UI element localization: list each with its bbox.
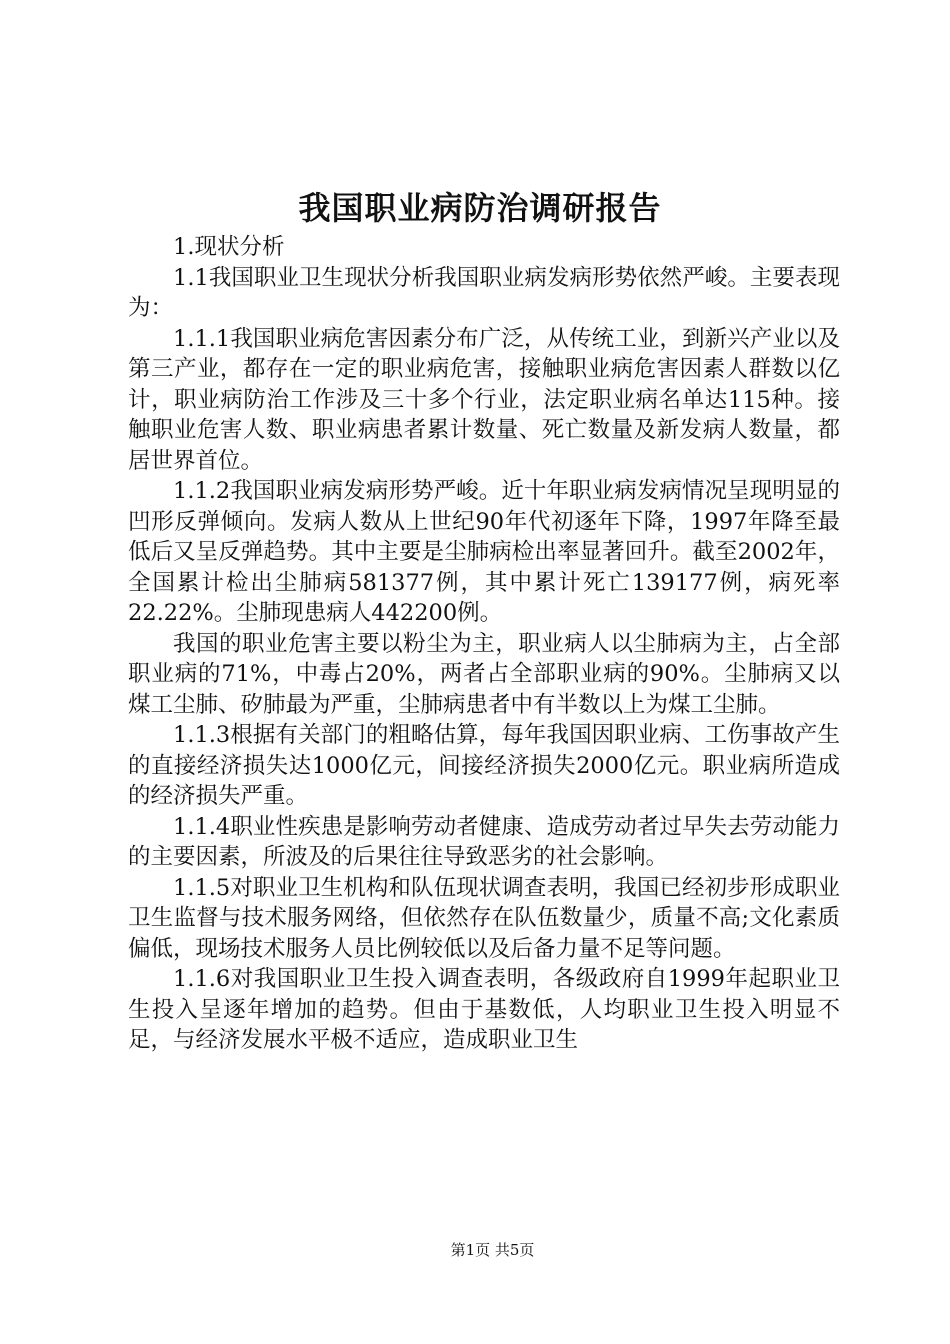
paragraph-3: 1.1.1我国职业病危害因素分布广泛，从传统工业，到新兴产业以及第三产业，都存在一定的职业病危害，接触职业病危害因素人群数以亿计，职业病防治工作涉及三十多个行业，法定职业病名单达115种。接触职业危害人数、职业病患者累计数量、死亡数量及新发病人数量，都居世界首位。: [128, 325, 840, 474]
paragraph-1: 1.现状分析: [173, 234, 285, 260]
document-body: [128, 232, 840, 1056]
paragraph-4: 1.1.2我国职业病发病形势严峻。近十年职业病发病情况呈现明显的凹形反弹倾向。发病人数从上世纪90年代初逐年下降，1997年降至最低后又呈反弹趋势。其中主要是尘肺病检出率显著回升。截至2002年，全国累计检出尘肺病581377例，其中累计死亡139177例，病死率22.22%。尘肺现患病人442200例。: [128, 478, 840, 626]
paragraph-8: 1.1.5对职业卫生机构和队伍现状调查表明，我国已经初步形成职业卫生监督与技术服务网络，但依然存在队伍数量少，质量不高;文化素质偏低，现场技术服务人员比例较低以及后备力量不足等问题。: [128, 874, 840, 962]
paragraph-7: 1.1.4职业性疾患是影响劳动者健康、造成劳动者过早失去劳动能力的主要因素，所波及的后果往往导致恶劣的社会影响。: [128, 813, 840, 870]
paragraph-9: 1.1.6对我国职业卫生投入调查表明，各级政府自1999年起职业卫生投入呈逐年增加的趋势。但由于基数低，人均职业卫生投入明显不足，与经济发展水平极不适应，造成职业卫生: [128, 966, 840, 1053]
paragraph-6: 1.1.3根据有关部门的粗略估算，每年我国因职业病、工伤事故产生的直接经济损失达1000亿元，间接经济损失2000亿元。职业病所造成的经济损失严重。: [128, 722, 840, 809]
paragraph-5: 我国的职业危害主要以粉尘为主，职业病人以尘肺病为主，占全部职业病的71%，中毒占20%，两者占全部职业病的90%。尘肺病又以煤工尘肺、矽肺最为严重，尘肺病患者中有半数以上为煤工尘肺。: [128, 630, 840, 718]
paragraph-2: 1.1我国职业卫生现状分析我国职业病发病形势依然严峻。主要表现为：: [128, 264, 840, 321]
page-footer: 第1页 共5页: [450, 1241, 535, 1259]
document-title: 我国职业病防治调研报告: [298, 189, 662, 227]
